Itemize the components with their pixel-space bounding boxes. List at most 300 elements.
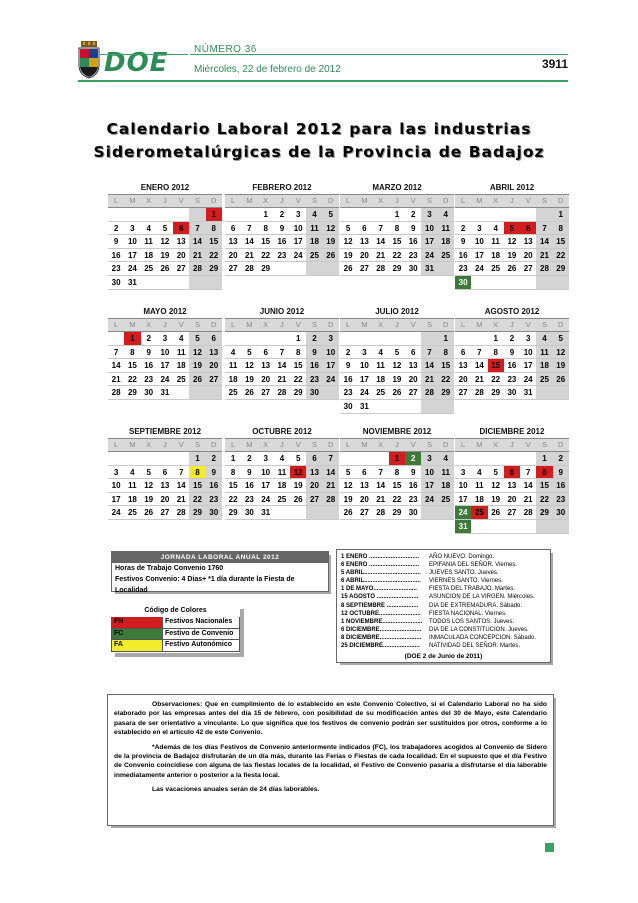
month-calendar (225, 181, 339, 276)
weekday-letter: L (114, 196, 119, 205)
day-cell: 5 (157, 222, 173, 236)
day-cell: 29 (536, 506, 552, 520)
day-cell: 22 (553, 249, 569, 263)
day-cell: 13 (258, 359, 274, 373)
day-cell: 17 (323, 359, 339, 373)
day-cell: 16 (241, 479, 257, 493)
weekday-letter: L (114, 440, 119, 449)
day-cell: 18 (274, 479, 290, 493)
day-cell: 9 (340, 359, 356, 373)
day-cell: 2 (405, 452, 421, 466)
day-cell: 16 (108, 249, 124, 263)
day-cell: 29 (553, 262, 569, 276)
weekday-letter: V (295, 320, 301, 329)
day-cell: 2 (504, 332, 520, 346)
legend-item-fa (111, 640, 240, 652)
day-cell: 24 (290, 249, 306, 263)
holiday-row (341, 585, 546, 593)
day-cell: 12 (340, 479, 356, 493)
empty-day-cell (189, 276, 205, 290)
empty-day-cell (373, 208, 389, 222)
empty-day-cell (323, 506, 339, 520)
day-cell: 25 (536, 373, 552, 387)
page-corner-mark (545, 843, 554, 852)
weekday-letter: M (476, 440, 483, 449)
day-cell: 21 (471, 373, 487, 387)
day-cell: 28 (471, 386, 487, 400)
weekday-letter: V (295, 196, 301, 205)
weekday-letter: J (163, 320, 167, 329)
empty-day-cell (108, 332, 124, 346)
day-cell: 10 (323, 346, 339, 360)
day-cell: 21 (274, 373, 290, 387)
day-cell: 25 (373, 386, 389, 400)
weekday-letter: D (443, 320, 449, 329)
weekday-letter: J (510, 320, 514, 329)
holiday-row (341, 553, 546, 561)
empty-day-cell (421, 400, 437, 414)
empty-day-cell (405, 400, 421, 414)
day-grid (225, 332, 339, 400)
empty-day-cell (173, 276, 189, 290)
day-cell: 17 (471, 249, 487, 263)
day-cell: 24 (455, 506, 471, 520)
day-cell: 24 (356, 386, 372, 400)
day-cell: 19 (504, 249, 520, 263)
day-cell: 18 (141, 249, 157, 263)
weekday-letter: S (311, 196, 317, 205)
weekday-letter: S (311, 440, 317, 449)
day-cell: 19 (389, 373, 405, 387)
holiday-row (341, 626, 546, 634)
empty-day-cell (488, 208, 504, 222)
day-cell: 28 (373, 262, 389, 276)
day-cell: 3 (323, 332, 339, 346)
legend-label: Festivo Autonómico (162, 640, 239, 651)
day-cell: 26 (141, 506, 157, 520)
day-cell: 19 (340, 493, 356, 507)
empty-day-cell (455, 208, 471, 222)
weekday-header (108, 438, 222, 452)
day-cell: 2 (553, 452, 569, 466)
day-cell: 10 (455, 479, 471, 493)
day-cell: 15 (124, 359, 140, 373)
day-cell: 1 (389, 208, 405, 222)
day-cell: 17 (421, 235, 437, 249)
empty-day-cell (421, 506, 437, 520)
weekday-letter: X (378, 320, 384, 329)
weekday-header (340, 194, 454, 208)
observations-paragraph-1: Observaciones: Que en cumplimiento de lo establecido en este Convenio Colectivo, si el Calendario Laboral no ha sido elaborado por las empresas antes del día 15 de febrero, con posibilidad de su modificación antes del 30 de Mayo, este Calendario pasara de ser orientativo a vinculante. Lo que significa que los festivos de convenio podrán ser sustituidos por otros, conforme a lo establecido en el artículo 42 de este Convenio. (114, 701, 547, 737)
empty-day-cell (258, 332, 274, 346)
empty-day-cell (141, 208, 157, 222)
empty-day-cell (471, 208, 487, 222)
day-cell: 1 (225, 452, 241, 466)
jornada-box (111, 551, 329, 592)
empty-day-cell (471, 332, 487, 346)
day-cell: 31 (455, 520, 471, 534)
day-cell: 12 (323, 222, 339, 236)
holiday-date: 6 ABRIL.................................. (341, 578, 421, 585)
day-cell: 19 (340, 249, 356, 263)
holiday-date: 12 OCTUBRE......................... (341, 610, 421, 617)
day-cell: 27 (455, 386, 471, 400)
weekday-letter: M (361, 196, 368, 205)
empty-day-cell (389, 400, 405, 414)
empty-day-cell (306, 262, 322, 276)
empty-day-cell (553, 386, 569, 400)
day-cell: 16 (504, 359, 520, 373)
month-calendar (225, 425, 339, 520)
holiday-row (341, 610, 546, 618)
empty-day-cell (225, 332, 241, 346)
day-cell: 22 (488, 373, 504, 387)
day-cell: 5 (290, 452, 306, 466)
day-cell: 12 (157, 235, 173, 249)
day-cell: 12 (488, 479, 504, 493)
weekday-letter: L (231, 196, 236, 205)
holiday-row (341, 569, 546, 577)
empty-day-cell (536, 520, 552, 534)
day-cell: 15 (553, 235, 569, 249)
weekday-letter: X (493, 440, 499, 449)
weekday-letter: L (461, 196, 466, 205)
day-cell: 4 (536, 332, 552, 346)
weekday-letter: L (346, 196, 351, 205)
weekday-letter: L (461, 440, 466, 449)
weekday-letter: V (178, 440, 184, 449)
weekday-letter: D (328, 320, 334, 329)
empty-day-cell (189, 386, 205, 400)
empty-day-cell (323, 386, 339, 400)
day-cell: 11 (173, 346, 189, 360)
day-cell: 8 (553, 222, 569, 236)
day-cell: 23 (274, 249, 290, 263)
day-cell: 24 (258, 493, 274, 507)
weekday-letter: D (211, 196, 217, 205)
month-name: DICIEMBRE 2012 (479, 427, 545, 436)
day-cell: 14 (373, 479, 389, 493)
day-cell: 28 (274, 386, 290, 400)
day-cell: 8 (225, 466, 241, 480)
day-cell: 26 (488, 506, 504, 520)
day-cell: 9 (241, 466, 257, 480)
day-cell: 18 (373, 373, 389, 387)
empty-day-cell (274, 262, 290, 276)
day-cell: 19 (241, 373, 257, 387)
day-cell: 7 (323, 452, 339, 466)
day-cell: 1 (258, 208, 274, 222)
holiday-name: TODOS LOS SANTOS. Jueves. (429, 618, 515, 625)
empty-day-cell (340, 332, 356, 346)
empty-day-cell (157, 452, 173, 466)
day-cell: 23 (340, 386, 356, 400)
month-name: NOVIEMBRE 2012 (362, 427, 432, 436)
day-cell: 28 (108, 386, 124, 400)
weekday-letter: S (541, 440, 547, 449)
holiday-name: EPIFANIA DEL SEÑOR. Viernes. (429, 562, 518, 569)
day-cell: 5 (389, 346, 405, 360)
empty-day-cell (157, 208, 173, 222)
weekday-letter: D (328, 196, 334, 205)
day-cell: 23 (405, 249, 421, 263)
day-cell: 30 (241, 506, 257, 520)
empty-day-cell (306, 506, 322, 520)
day-cell: 3 (258, 452, 274, 466)
day-cell: 31 (421, 262, 437, 276)
day-cell: 18 (438, 235, 454, 249)
holiday-name: VIERNES SANTO. Viernes. (429, 578, 503, 585)
weekday-header (455, 318, 569, 332)
legend-label: Festivo de Convenio (162, 629, 239, 640)
weekday-letter: V (525, 320, 531, 329)
day-cell: 20 (306, 479, 322, 493)
day-cell: 15 (290, 359, 306, 373)
day-cell: 4 (225, 346, 241, 360)
weekday-letter: S (541, 196, 547, 205)
day-cell: 3 (471, 222, 487, 236)
day-cell: 27 (225, 262, 241, 276)
day-cell: 16 (455, 249, 471, 263)
day-cell: 28 (189, 262, 205, 276)
weekday-header (225, 438, 339, 452)
day-cell: 2 (306, 332, 322, 346)
empty-day-cell (536, 208, 552, 222)
day-cell: 22 (438, 373, 454, 387)
day-cell: 3 (421, 452, 437, 466)
weekday-letter: D (211, 440, 217, 449)
holiday-date: 5 ABRIL.................................. (341, 570, 421, 577)
empty-day-cell (356, 452, 372, 466)
day-cell: 8 (258, 222, 274, 236)
day-cell: 27 (504, 506, 520, 520)
day-cell: 16 (340, 373, 356, 387)
day-cell: 20 (206, 359, 222, 373)
day-cell: 20 (173, 249, 189, 263)
day-cell: 29 (389, 506, 405, 520)
day-cell: 23 (241, 493, 257, 507)
holiday-name: FIESTA DEL TRABAJO. Martes. (429, 586, 515, 593)
day-cell: 12 (189, 346, 205, 360)
weekday-letter: M (246, 196, 253, 205)
day-cell: 7 (520, 466, 536, 480)
day-cell: 21 (108, 373, 124, 387)
day-cell: 17 (258, 479, 274, 493)
holiday-name: AÑO NUEVO. Domingo. (429, 554, 495, 560)
day-cell: 25 (124, 506, 140, 520)
day-cell: 7 (274, 346, 290, 360)
day-cell: 19 (141, 493, 157, 507)
day-cell: 27 (356, 506, 372, 520)
empty-day-cell (108, 208, 124, 222)
day-cell: 20 (520, 249, 536, 263)
day-cell: 2 (206, 452, 222, 466)
empty-day-cell (206, 386, 222, 400)
day-cell: 11 (471, 479, 487, 493)
day-cell: 8 (389, 466, 405, 480)
day-cell: 22 (206, 249, 222, 263)
empty-day-cell (536, 276, 552, 290)
day-cell: 23 (504, 373, 520, 387)
day-cell: 6 (504, 466, 520, 480)
day-cell: 9 (141, 346, 157, 360)
day-cell: 4 (173, 332, 189, 346)
observations-paragraph-2: *Además de los días Festivos de Convenio anteriormente indicados (FC), los trabajadores acogidos al Convenio de Sidero de la provincia de Badajoz disfrutarán de un día más, durante las Ferias o Fiestas de cada localidad. En el supuesto que el día Festivo de Convenio coincidiese con alguna de las fiestas locales de la localidad, el Festivo de Convenio pasaría a disfrutarse el día laborable inmediatamente anterior o posterior a la fiesta local. (114, 743, 547, 779)
weekday-letter: D (443, 196, 449, 205)
weekday-letter: S (194, 440, 200, 449)
coat-of-arms-icon (78, 41, 100, 79)
day-cell: 27 (157, 506, 173, 520)
day-cell: 20 (258, 373, 274, 387)
day-cell: 14 (108, 359, 124, 373)
day-cell: 3 (421, 208, 437, 222)
weekday-letter: J (510, 196, 514, 205)
observations-paragraph-3: Las vacaciones anuales serán de 24 días laborables. (152, 786, 320, 794)
day-cell: 24 (108, 506, 124, 520)
day-cell: 16 (141, 359, 157, 373)
day-cell: 11 (438, 222, 454, 236)
day-cell: 24 (124, 262, 140, 276)
holiday-date: 8 DICIEMBRE......................... (341, 634, 422, 641)
month-name: OCTUBRE 2012 (252, 427, 312, 436)
day-cell: 17 (455, 493, 471, 507)
day-cell: 23 (306, 373, 322, 387)
weekday-letter: S (426, 196, 432, 205)
holiday-date: 25 DICIEMBRE...................... (341, 643, 420, 650)
day-cell: 28 (323, 493, 339, 507)
day-cell: 3 (290, 208, 306, 222)
day-grid (108, 208, 222, 290)
day-cell: 11 (373, 359, 389, 373)
day-cell: 8 (124, 346, 140, 360)
weekday-header (225, 318, 339, 332)
day-cell: 20 (455, 373, 471, 387)
empty-day-cell (340, 452, 356, 466)
day-cell: 6 (173, 222, 189, 236)
empty-day-cell (356, 332, 372, 346)
day-cell: 20 (356, 493, 372, 507)
weekday-letter: X (493, 320, 499, 329)
day-cell: 8 (389, 222, 405, 236)
weekday-header (455, 194, 569, 208)
weekday-letter: S (426, 440, 432, 449)
day-cell: 7 (373, 222, 389, 236)
day-grid (225, 452, 339, 520)
month-calendar (340, 305, 454, 414)
day-cell: 13 (405, 359, 421, 373)
day-cell: 25 (141, 262, 157, 276)
day-cell: 4 (471, 466, 487, 480)
day-cell: 25 (471, 506, 487, 520)
day-grid (340, 208, 454, 276)
day-cell: 25 (173, 373, 189, 387)
weekday-letter: D (558, 320, 564, 329)
day-cell: 4 (124, 466, 140, 480)
empty-day-cell (471, 452, 487, 466)
day-cell: 5 (241, 346, 257, 360)
holiday-name: INMACULADA CONCEPCION. Sábado. (429, 634, 537, 641)
empty-day-cell (520, 208, 536, 222)
legend-item-fn (111, 617, 240, 629)
day-cell: 8 (206, 222, 222, 236)
empty-day-cell (340, 208, 356, 222)
issue-number: NÚMERO 36 (194, 44, 257, 55)
day-grid (455, 452, 569, 534)
weekday-letter: M (246, 320, 253, 329)
empty-day-cell (536, 386, 552, 400)
weekday-letter: L (346, 320, 351, 329)
page-title-line2: Siderometalúrgicas de la Provincia de Badajoz (93, 143, 545, 161)
day-cell: 29 (389, 262, 405, 276)
empty-day-cell (405, 332, 421, 346)
day-cell: 8 (536, 466, 552, 480)
day-cell: 1 (488, 332, 504, 346)
day-cell: 1 (189, 452, 205, 466)
day-cell: 20 (405, 373, 421, 387)
day-cell: 15 (189, 479, 205, 493)
day-cell: 19 (157, 249, 173, 263)
day-cell: 30 (306, 386, 322, 400)
day-cell: 6 (306, 452, 322, 466)
month-calendar (108, 425, 222, 520)
day-cell: 24 (421, 249, 437, 263)
holiday-date: 8 SEPTIEMBRE ................... (341, 602, 419, 609)
empty-day-cell (421, 332, 437, 346)
day-cell: 27 (356, 262, 372, 276)
day-cell: 8 (438, 346, 454, 360)
weekday-letter: M (361, 320, 368, 329)
day-cell: 21 (536, 249, 552, 263)
month-name: MARZO 2012 (372, 183, 422, 192)
day-cell: 27 (405, 386, 421, 400)
holidays-source-note: (DOE 2 de Junio de 2011) (404, 653, 483, 661)
day-cell: 4 (373, 346, 389, 360)
empty-day-cell (520, 520, 536, 534)
day-cell: 30 (405, 262, 421, 276)
day-grid (340, 332, 454, 414)
empty-day-cell (225, 208, 241, 222)
day-cell: 19 (189, 359, 205, 373)
day-cell: 1 (536, 452, 552, 466)
day-cell: 30 (405, 506, 421, 520)
day-cell: 13 (520, 235, 536, 249)
day-cell: 11 (536, 346, 552, 360)
day-cell: 10 (290, 222, 306, 236)
day-cell: 22 (258, 249, 274, 263)
day-cell: 25 (438, 249, 454, 263)
day-cell: 7 (241, 222, 257, 236)
day-cell: 6 (258, 346, 274, 360)
day-cell: 10 (157, 346, 173, 360)
day-cell: 25 (225, 386, 241, 400)
day-cell: 19 (553, 359, 569, 373)
day-cell: 12 (389, 359, 405, 373)
day-cell: 13 (504, 479, 520, 493)
empty-day-cell (520, 276, 536, 290)
day-grid (108, 452, 222, 520)
day-cell: 29 (258, 262, 274, 276)
empty-day-cell (173, 386, 189, 400)
empty-day-cell (141, 276, 157, 290)
day-cell: 20 (356, 249, 372, 263)
weekday-letter: X (263, 196, 269, 205)
day-cell: 15 (258, 235, 274, 249)
day-cell: 26 (241, 386, 257, 400)
day-cell: 13 (206, 346, 222, 360)
day-cell: 6 (225, 222, 241, 236)
day-cell: 6 (455, 346, 471, 360)
holiday-date: 1 NOVIEMBRE........................ (341, 618, 423, 625)
